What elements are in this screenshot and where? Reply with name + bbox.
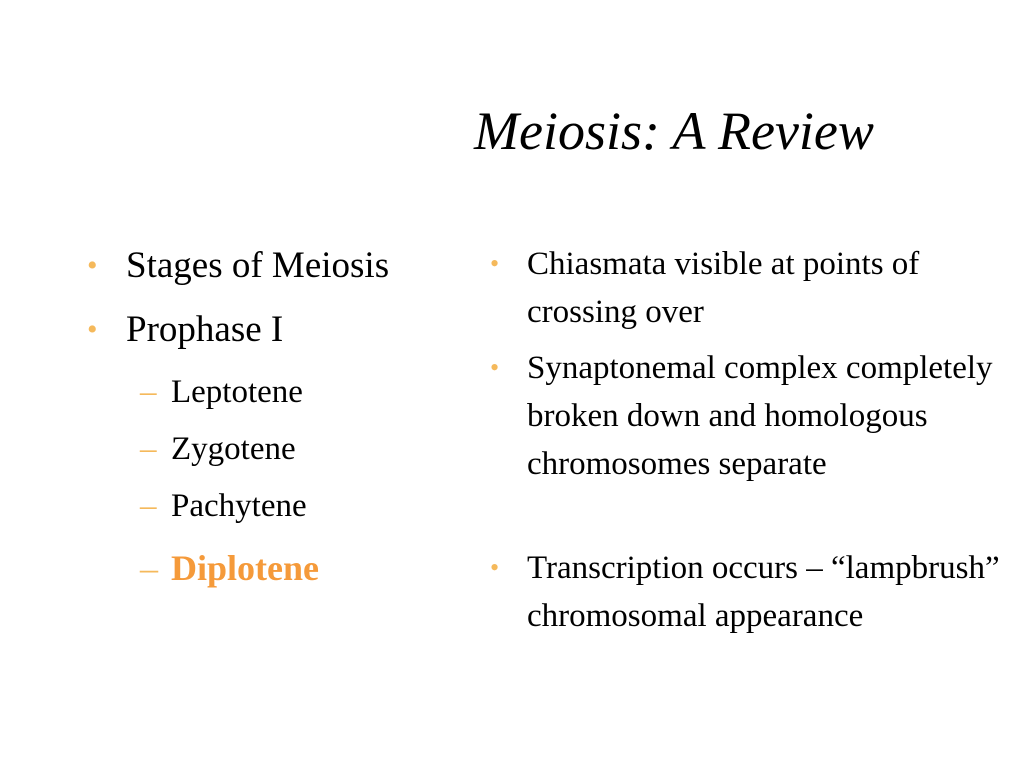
right-bullet-text: Chiasmata visible at points of crossing over	[527, 246, 920, 330]
left-subitem-text: Diplotene	[171, 548, 319, 588]
bullet-icon: •	[87, 313, 98, 346]
left-subitem-text: Zygotene	[171, 431, 296, 467]
right-bullet-text: Transcription occurs – “lampbrush” chromosomal appearance	[527, 550, 1000, 634]
left-subitem-text: Leptotene	[171, 374, 303, 410]
bullet-icon: •	[490, 553, 500, 582]
bullet-icon: •	[87, 249, 98, 282]
dash-icon: –	[140, 548, 158, 588]
right-bullet-text: Synaptonemal complex completely broken down and homologous chromosomes separate	[527, 350, 993, 482]
left-bullet-text: Stages of Meiosis	[126, 245, 390, 286]
dash-icon: –	[140, 488, 157, 524]
left-subitem-text: Pachytene	[171, 488, 307, 524]
left-bullet-text: Prophase I	[126, 309, 284, 350]
bullet-icon: •	[490, 249, 500, 278]
dash-icon: –	[140, 374, 157, 410]
slide-title: Meiosis: A Review	[474, 101, 874, 161]
bullet-icon: •	[490, 353, 500, 382]
dash-icon: –	[140, 431, 157, 467]
